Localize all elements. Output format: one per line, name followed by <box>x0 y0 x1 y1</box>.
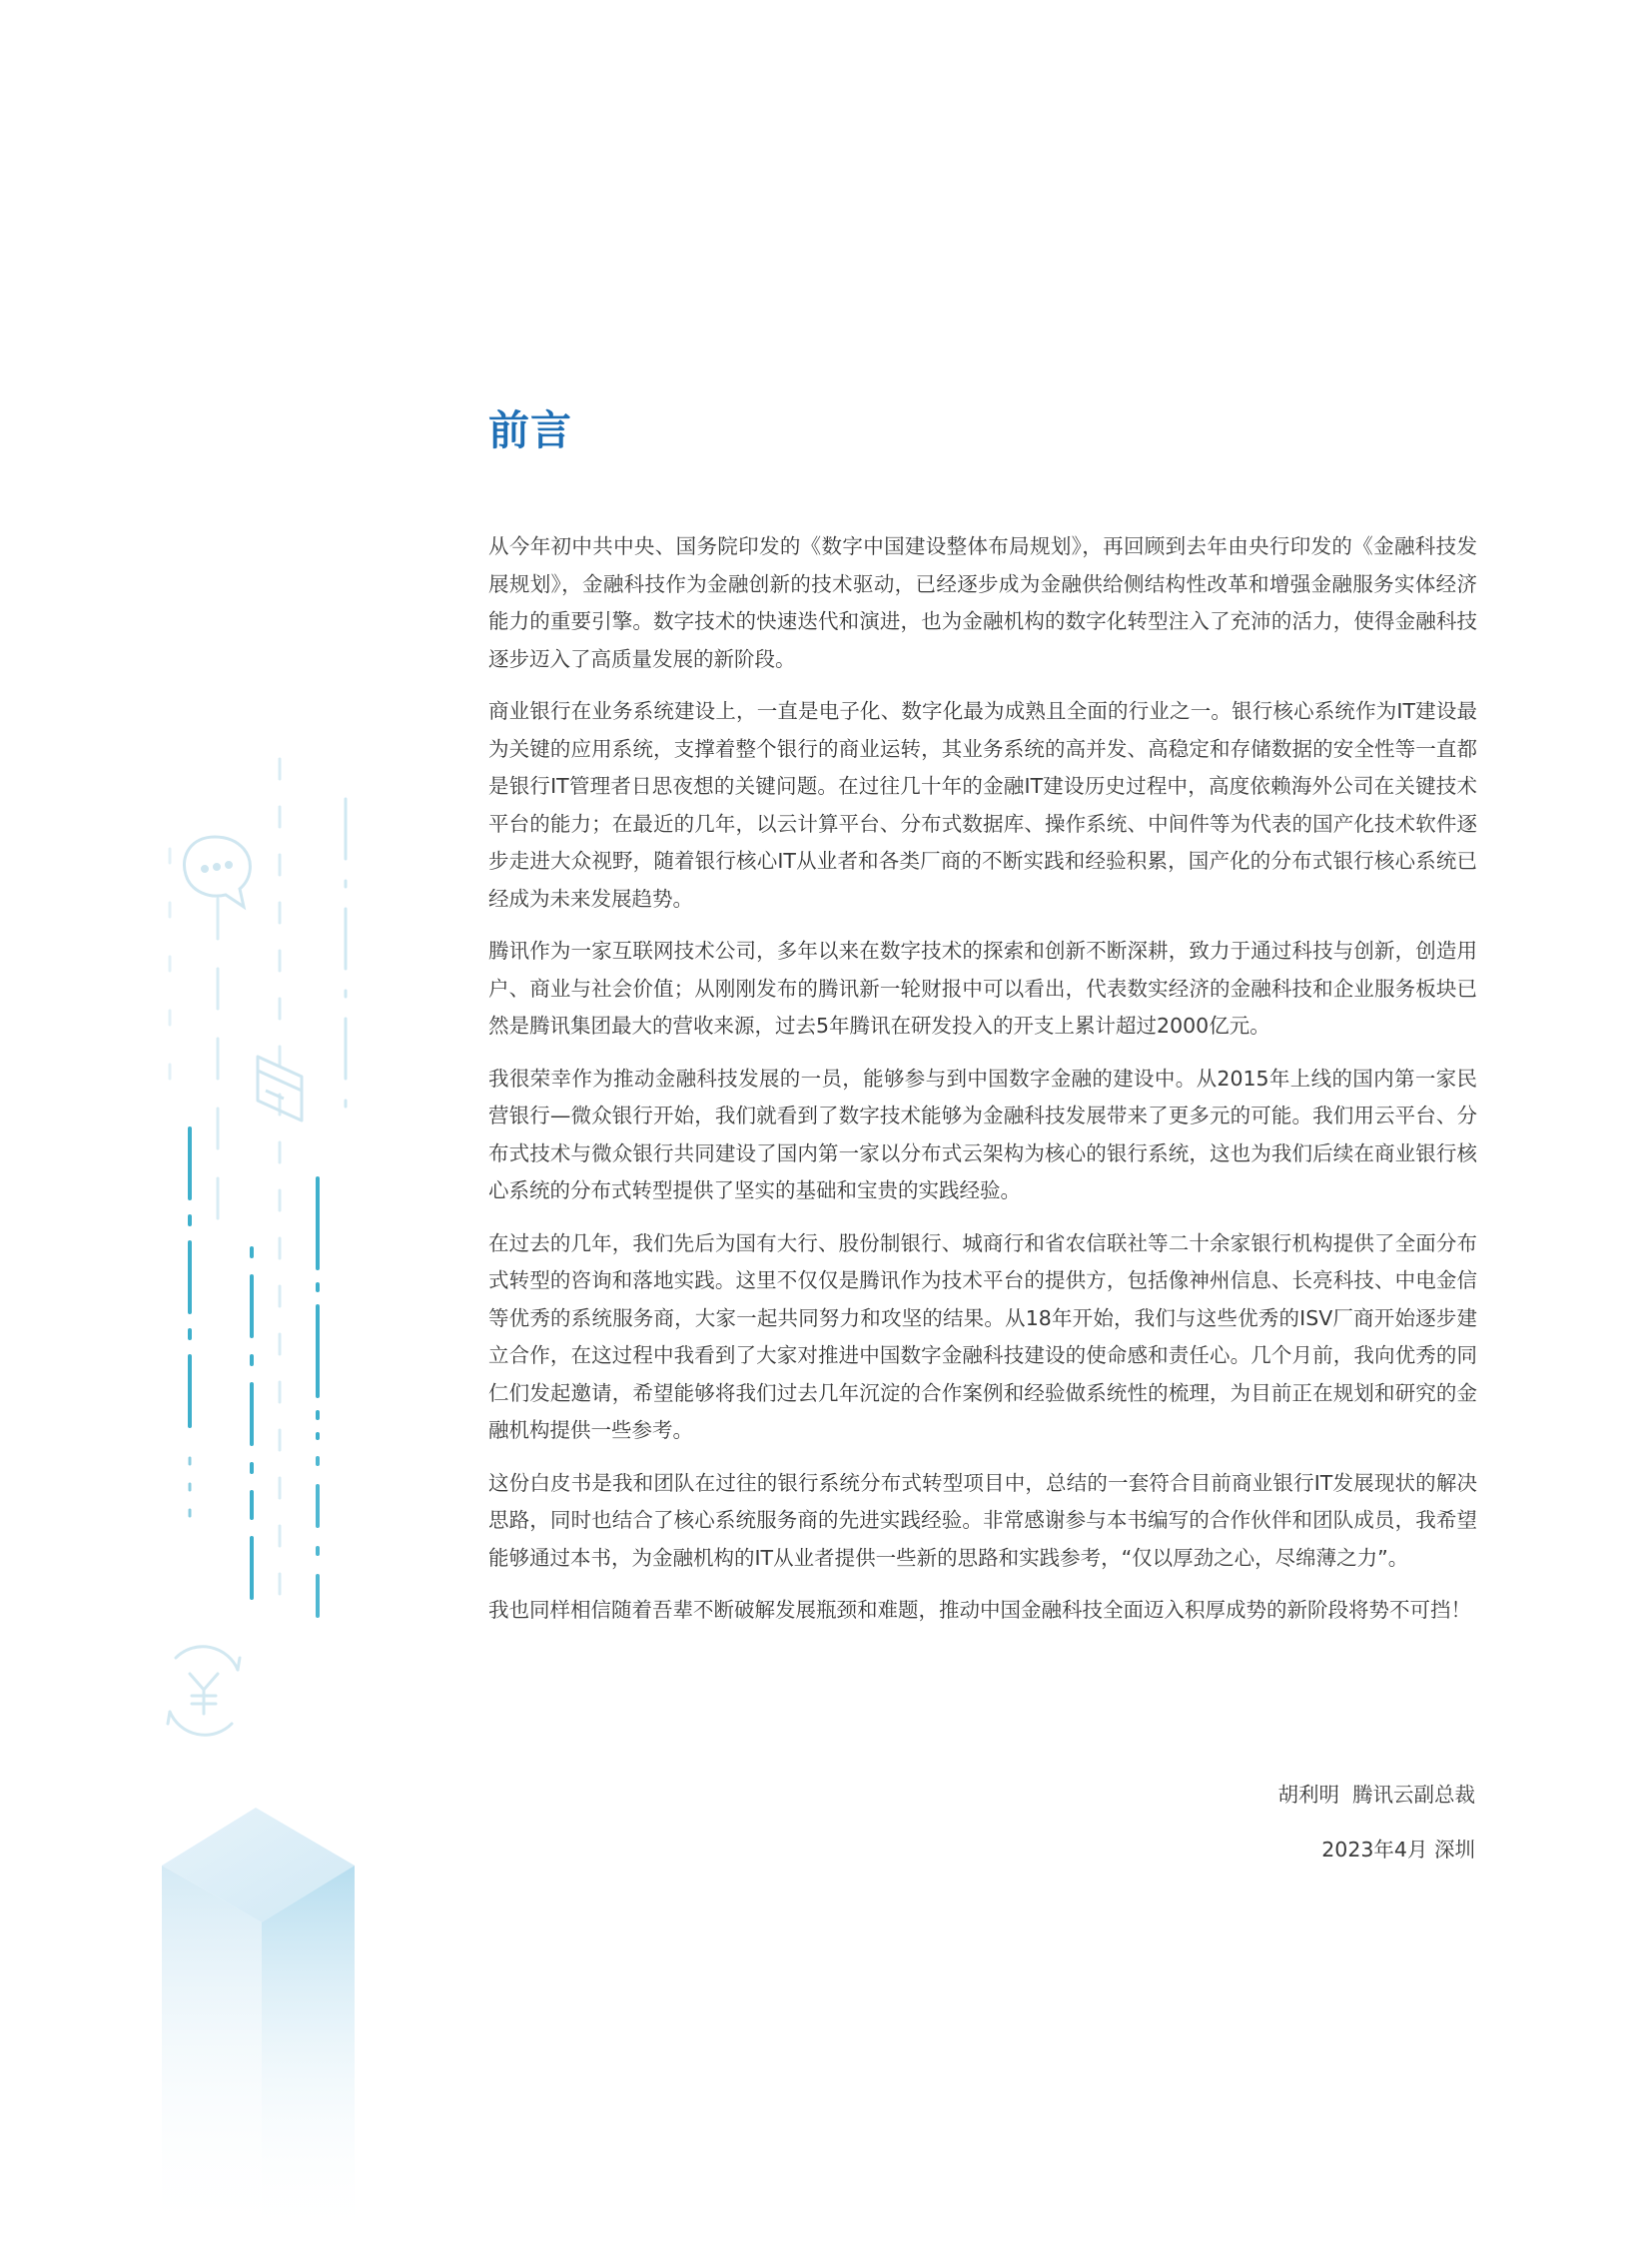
date-place: 2023年4月 深圳 <box>1321 1838 1475 1862</box>
chat-bubble-icon <box>184 837 250 907</box>
paragraph: 我很荣幸作为推动金融科技发展的一员，能够参与到中国数字金融的建设中。从2015年上线的国内第一家民营银行—微众银行开始，我们就看到了数字技术能够为金融科技发展带来了更多元的可能。我们用云平台、分布式技术与微众银行共同建设了国内第一家以分布式云架构为核心的银行系统，这也为我们后续在商业银行核心系统的分布式转型提供了坚实的基础和宝贵的实践经验。 <box>488 1066 1477 1202</box>
yuan-cycle-icon <box>168 1647 240 1735</box>
cube-graphic <box>162 1808 355 2241</box>
preface-content <box>488 404 1477 1645</box>
signature: 胡利明 腾讯云副总裁 <box>1277 1783 1475 1807</box>
paragraph: 商业银行在业务系统建设上，一直是电子化、数字化最为成熟且全面的行业之一。银行核心系统作为IT建设最为关键的应用系统，支撑着整个银行的商业运转，其业务系统的高并发、高稳定和存储数据的安全性等一直都是银行IT管理者日思夜想的关键问题。在过往几十年的金融IT建设历史过程中，高度依赖海外公司在关键技术平台的能力；在最近的几年，以云计算平台、分布式数据库、操作系统、中间件等为代表的国产化技术软件逐步走进大众视野，随着银行核心IT从业者和各类厂商的不断实践和经验积累，国产化的分布式银行核心系统已经成为未来发展趋势。 <box>488 699 1477 911</box>
paragraph: 这份白皮书是我和团队在过往的银行系统分布式转型项目中，总结的一套符合目前商业银行IT发展现状的解决思路，同时也结合了核心系统服务商的先进实践经验。非常感谢参与本书编写的合作伙伴和团队成员，我希望能够通过本书，为金融机构的IT从业者提供一些新的思路和实践参考，“仅以厚劲之心，尽绵薄之力”。 <box>488 1470 1477 1570</box>
paragraph: 在过去的几年，我们先后为国有大行、股份制银行、城商行和省农信联社等二十余家银行机构提供了全面分布式转型的咨询和落地实践。这里不仅仅是腾讯作为技术平台的提供方，包括像神州信息、长亮科技、中电金信等优秀的系统服务商，大家一起共同努力和攻坚的结果。从18年开始，我们与这些优秀的ISV厂商开始逐步建立合作，在这过程中我看到了大家对推进中国数字金融科技建设的使命感和责任心。几个月前，我向优秀的同仁们发起邀请，希望能够将我们过去几年沉淀的合作案例和经验做系统性的梳理，为目前正在规划和研究的金融机构提供一些参考。 <box>488 1230 1477 1442</box>
paragraph: 腾讯作为一家互联网技术公司，多年以来在数字技术的探索和创新不断深耕，致力于通过科技与创新，创造用户、商业与社会价值；从刚刚发布的腾讯新一轮财报中可以看出，代表数实经济的金融科技和企业服务板块已然是腾讯集团最大的营收来源，过去5年腾讯在研发投入的开支上累计超过2000亿元。 <box>488 939 1477 1038</box>
page-title: 前言 <box>488 406 572 454</box>
card-icon <box>258 1057 302 1120</box>
paragraph: 我也同样相信随着吾辈不断破解发展瓶颈和难题，推动中国金融科技全面迈入积厚成势的新阶段将势不可挡！ <box>488 1598 1471 1622</box>
paragraph: 从今年初中共中央、国务院印发的《数字中国建设整体布局规划》，再回顾到去年由央行印发的《金融科技发展规划》，金融科技作为金融创新的技术驱动，已经逐步成为金融供给侧结构性改革和增强金融服务实体经济能力的重要引擎。数字技术的快速迭代和演进，也为金融机构的数字化转型注入了充沛的活力，使得金融科技逐步迈入了高质量发展的新阶段。 <box>488 534 1477 671</box>
